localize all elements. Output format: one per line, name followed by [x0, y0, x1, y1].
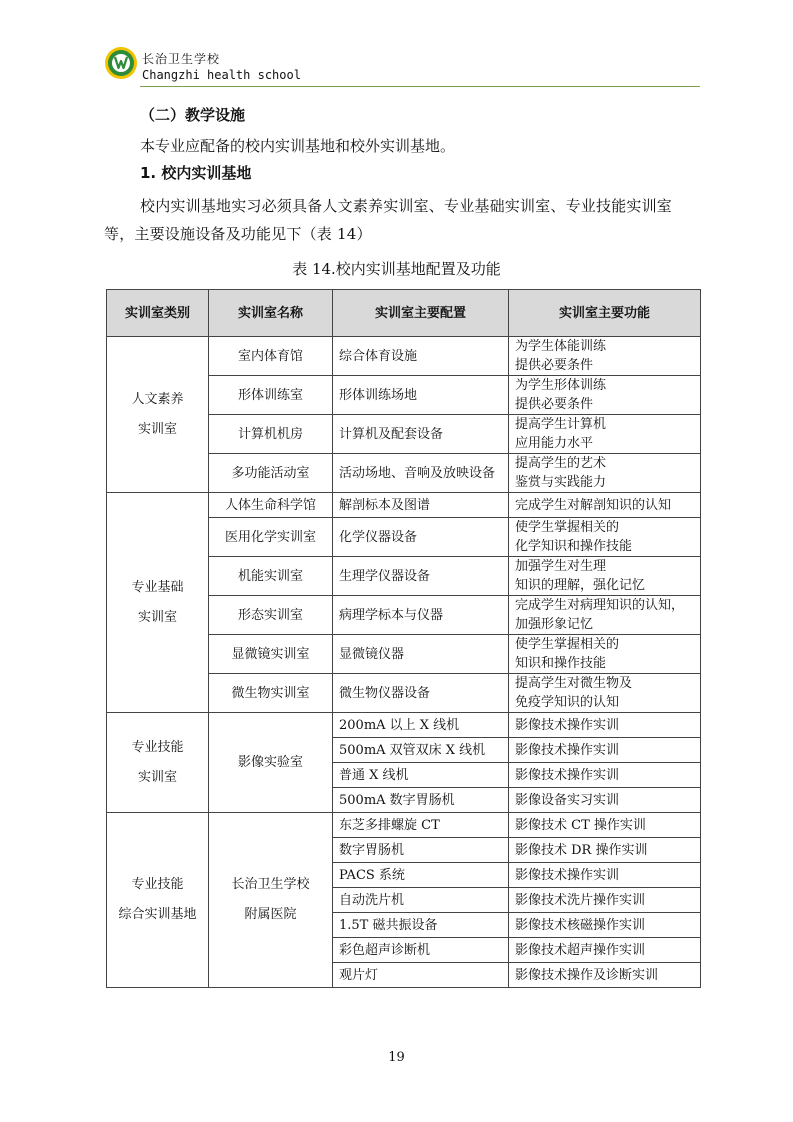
config-cell: 计算机及配套设备	[333, 415, 509, 454]
config-cell: 形体训练场地	[333, 376, 509, 415]
header-category: 实训室类别	[107, 290, 209, 337]
table-caption: 表 14.校内实训基地配置及功能	[292, 260, 501, 278]
function-cell: 提高学生对微生物及 免疫学知识的认知	[509, 674, 701, 713]
config-cell: 显微镜仪器	[333, 635, 509, 674]
header-room-name: 实训室名称	[209, 290, 333, 337]
config-cell: 观片灯	[333, 963, 509, 988]
function-cell: 影像技术超声操作实训	[509, 938, 701, 963]
header-function: 实训室主要功能	[509, 290, 701, 337]
header-divider	[140, 86, 700, 87]
page-number: 19	[388, 1050, 405, 1065]
room-name-cell: 微生物实训室	[209, 674, 333, 713]
school-name-en: Changzhi health school	[142, 68, 301, 82]
room-name-cell: 形体训练室	[209, 376, 333, 415]
function-cell: 影像技术操作实训	[509, 713, 701, 738]
function-cell: 影像技术洗片操作实训	[509, 888, 701, 913]
function-cell: 使学生掌握相关的 化学知识和操作技能	[509, 518, 701, 557]
header-config: 实训室主要配置	[333, 290, 509, 337]
config-cell: 综合体育设施	[333, 337, 509, 376]
room-name-cell: 医用化学实训室	[209, 518, 333, 557]
function-cell: 影像技术操作实训	[509, 763, 701, 788]
category-cell: 专业基础 实训室	[107, 493, 209, 713]
room-name-cell: 影像实验室	[209, 713, 333, 813]
function-cell: 影像技术操作及诊断实训	[509, 963, 701, 988]
facility-table	[106, 289, 701, 988]
config-cell: 1.5T 磁共振设备	[333, 913, 509, 938]
config-cell: 自动洗片机	[333, 888, 509, 913]
function-cell: 使学生掌握相关的 知识和操作技能	[509, 635, 701, 674]
config-cell: 200mA 以上 X 线机	[333, 713, 509, 738]
room-name-cell: 显微镜实训室	[209, 635, 333, 674]
page-header	[104, 46, 699, 92]
school-name-cn: 长治卫生学校	[142, 52, 221, 66]
function-cell: 完成学生对解剖知识的认知	[509, 493, 701, 518]
function-cell: 影像技术核磁操作实训	[509, 913, 701, 938]
table-row	[107, 813, 701, 838]
config-cell: 解剖标本及图谱	[333, 493, 509, 518]
config-cell: 彩色超声诊断机	[333, 938, 509, 963]
table-row	[107, 337, 701, 376]
category-cell: 人文素养 实训室	[107, 337, 209, 493]
function-cell: 为学生体能训练 提供必要条件	[509, 337, 701, 376]
room-name-cell: 计算机机房	[209, 415, 333, 454]
category-cell: 专业技能 综合实训基地	[107, 813, 209, 988]
room-name-cell: 机能实训室	[209, 557, 333, 596]
function-cell: 影像技术 DR 操作实训	[509, 838, 701, 863]
subsection-title: 1. 校内实训基地	[140, 164, 252, 182]
table-row	[107, 713, 701, 738]
intro-paragraph: 本专业应配备的校内实训基地和校外实训基地。	[140, 137, 456, 155]
config-cell: PACS 系统	[333, 863, 509, 888]
config-cell: 数字胃肠机	[333, 838, 509, 863]
section-title: （二）教学设施	[140, 106, 246, 124]
config-cell: 生理学仪器设备	[333, 557, 509, 596]
function-cell: 加强学生对生理 知识的理解，强化记忆	[509, 557, 701, 596]
room-name-cell: 形态实训室	[209, 596, 333, 635]
room-name-cell: 长治卫生学校 附属医院	[209, 813, 333, 988]
function-cell: 提高学生的艺术 鉴赏与实践能力	[509, 454, 701, 493]
function-cell: 提高学生计算机 应用能力水平	[509, 415, 701, 454]
room-name-cell: 人体生命科学馆	[209, 493, 333, 518]
table-row	[107, 493, 701, 518]
config-cell: 500mA 双管双床 X 线机	[333, 738, 509, 763]
function-cell: 完成学生对病理知识的认知， 加强形象记忆	[509, 596, 701, 635]
school-logo-icon	[104, 46, 138, 80]
config-cell: 活动场地、音响及放映设备	[333, 454, 509, 493]
config-cell: 东芝多排螺旋 CT	[333, 813, 509, 838]
function-cell: 影像技术操作实训	[509, 863, 701, 888]
category-cell: 专业技能 实训室	[107, 713, 209, 813]
table-header-row	[107, 290, 701, 337]
config-cell: 病理学标本与仪器	[333, 596, 509, 635]
function-cell: 影像技术 CT 操作实训	[509, 813, 701, 838]
config-cell: 化学仪器设备	[333, 518, 509, 557]
function-cell: 影像设备实习实训	[509, 788, 701, 813]
function-cell: 影像技术操作实训	[509, 738, 701, 763]
room-name-cell: 多功能活动室	[209, 454, 333, 493]
config-cell: 微生物仪器设备	[333, 674, 509, 713]
room-name-cell: 室内体育馆	[209, 337, 333, 376]
function-cell: 为学生形体训练 提供必要条件	[509, 376, 701, 415]
config-cell: 普通 X 线机	[333, 763, 509, 788]
config-cell: 500mA 数字胃肠机	[333, 788, 509, 813]
body-paragraph: 校内实训基地实习必须具备人文素养实训室、专业基础实训室、专业技能实训室等，主要设施设备及功能见下（表 14）	[104, 197, 673, 243]
